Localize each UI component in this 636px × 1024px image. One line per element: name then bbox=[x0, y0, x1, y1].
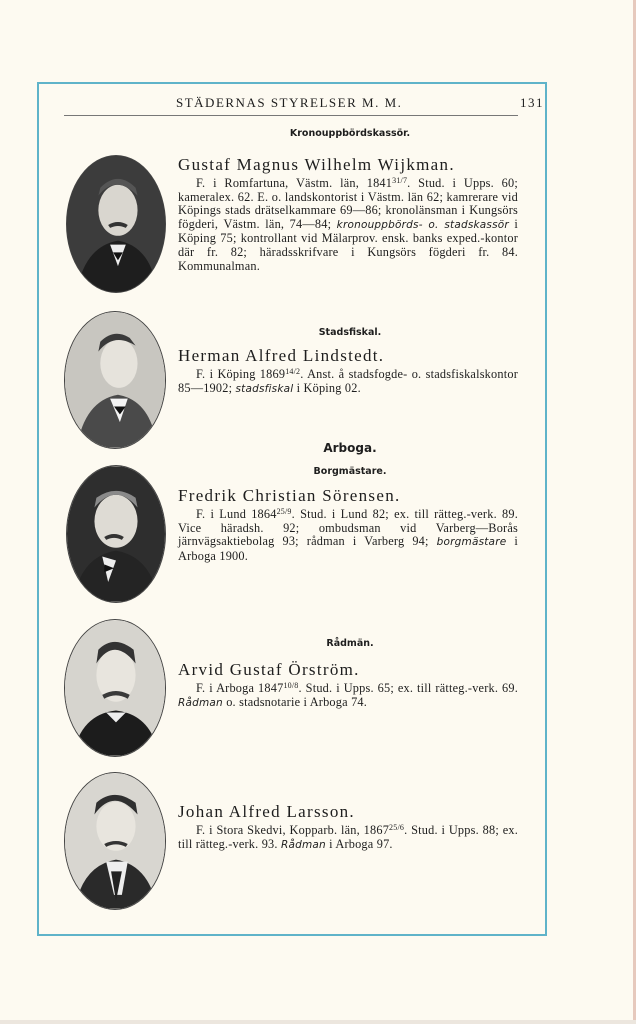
entry-lindstedt bbox=[178, 346, 518, 396]
portrait-wijkman bbox=[66, 155, 166, 293]
person-name: Herman Alfred Lindstedt. bbox=[178, 346, 385, 365]
page-bottom-edge bbox=[0, 1020, 636, 1024]
running-head-title: STÄDERNAS STYRELSER M. M. bbox=[176, 95, 403, 110]
portrait-orstrom bbox=[64, 619, 166, 757]
section-heading-radman: Rådmän. bbox=[326, 638, 374, 649]
header-rule bbox=[64, 115, 518, 116]
entry-orstrom bbox=[178, 660, 518, 710]
section-heading-stadsfiskal: Stadsfiskal. bbox=[318, 327, 382, 338]
man-portrait-icon bbox=[67, 156, 165, 292]
entry-sorensen bbox=[178, 486, 518, 563]
person-bio: F. i Arboga $1847^{10/8}$. Stud. i Upps. 65; ex. till rätteg.-verk. 69. Rådman o. stadsnotarie i Arboga 74. bbox=[178, 681, 518, 709]
person-bio: F. i Romfartuna, Västm. län, $1841^{31/7}$. Stud. i Upps. 60; kameralex. 62. E. o. landskontorist i Västm. län 62; kamrerare vid Köpings stads drätselkammare 69—86; kronolänsman i Kungsörs fögderi, Västm. län, 74—84; kronouppbörds- o. stadskassör i Köping 75; kontrollant vid Mälarprov. ensk. banks exped.-kontor där fr. 82; häradsskrifvare i Kungsörs fögderi fr. 84. Kommunalman. bbox=[178, 176, 518, 273]
person-name: Arvid Gustaf Örström. bbox=[178, 660, 360, 679]
entry-larsson bbox=[178, 802, 518, 852]
section-heading-kronouppbord: Kronouppbördskassör. bbox=[289, 128, 411, 139]
running-head bbox=[176, 95, 544, 111]
man-portrait-icon bbox=[65, 620, 165, 756]
portrait-sorensen bbox=[66, 465, 166, 603]
section-heading-borgmastare: Borgmästare. bbox=[313, 466, 387, 477]
person-name: Johan Alfred Larsson. bbox=[178, 802, 355, 821]
entry-wijkman bbox=[178, 155, 518, 273]
man-portrait-icon bbox=[65, 312, 165, 448]
person-bio: F. i Stora Skedvi, Kopparb. län, $1867^{25/6}$. Stud. i Upps. 88; ex. till rätteg.-verk. 93. Rådman i Arboga 97. bbox=[178, 823, 518, 851]
city-heading-arboga: Arboga. bbox=[323, 441, 377, 455]
person-bio: F. i Lund $1864^{25/9}$. Stud. i Lund 82; ex. till rätteg.-verk. 89. Vice häradsh. 92; ombudsman vid Varberg—Borås järnvägsaktiebolag 93; rådman i Varberg 94; borgmästare i Arboga 1900. bbox=[178, 507, 518, 563]
person-name: Gustaf Magnus Wilhelm Wijkman. bbox=[178, 155, 455, 174]
person-bio: F. i Köping $1869^{14/2}$. Anst. å stadsfogde- o. stadsfiskalskontor 85—1902; stadsfiskal i Köping 02. bbox=[178, 367, 518, 395]
portrait-lindstedt bbox=[64, 311, 166, 449]
portrait-larsson bbox=[64, 772, 166, 910]
man-portrait-icon bbox=[67, 466, 165, 602]
person-name: Fredrik Christian Sörensen. bbox=[178, 486, 401, 505]
page-number: 131 bbox=[520, 95, 544, 110]
man-portrait-icon bbox=[65, 773, 165, 909]
